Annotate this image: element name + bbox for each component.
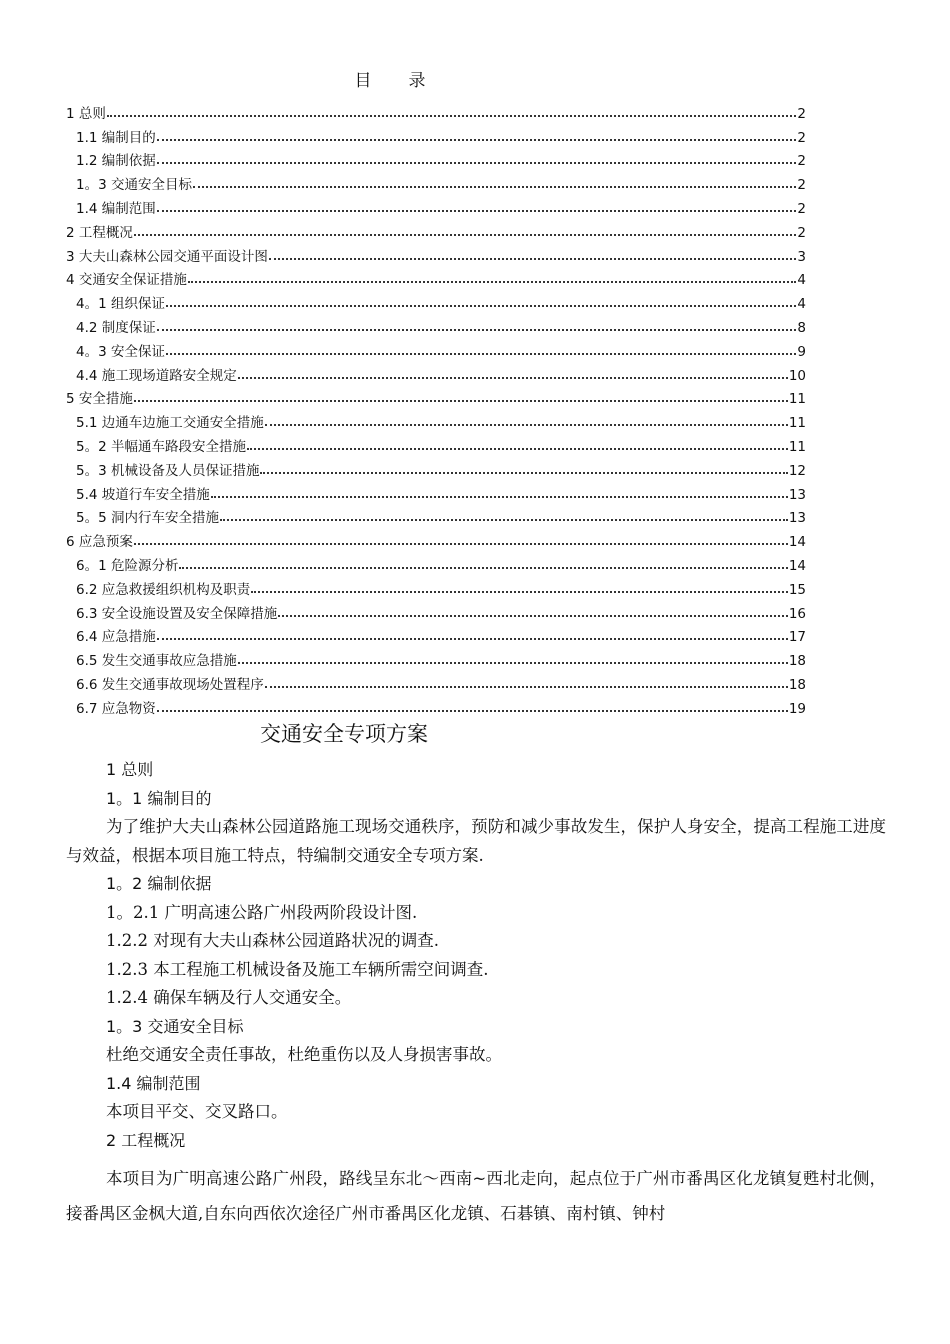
toc-entry[interactable] — [66, 598, 806, 622]
toc-leader-dots — [193, 186, 796, 188]
toc-leader-dots — [157, 139, 797, 141]
section-heading-1-2: 1。2 编制依据 — [106, 874, 212, 893]
toc-leader-dots — [265, 424, 788, 426]
toc-entry-page: 15 — [788, 581, 806, 598]
section-heading-1-4: 1.4 编制范围 — [106, 1073, 201, 1093]
toc-leader-dots — [211, 496, 788, 498]
toc-entry[interactable] — [66, 503, 806, 527]
toc-leader-dots — [166, 305, 796, 307]
toc-entry[interactable] — [66, 526, 806, 550]
toc-entry[interactable] — [66, 336, 806, 360]
toc-leader-dots — [260, 472, 787, 474]
toc-entry[interactable] — [66, 265, 806, 289]
toc-entry[interactable] — [66, 241, 806, 265]
toc-leader-dots — [269, 258, 797, 260]
toc-entry-page: 2 — [797, 224, 806, 241]
toc-entry-page: 14 — [788, 534, 806, 551]
toc-entry[interactable] — [66, 431, 806, 455]
toc-entry-page: 2 — [797, 153, 806, 170]
toc-entry-page: 8 — [797, 319, 806, 336]
toc-leader-dots — [265, 686, 788, 688]
toc-entry[interactable] — [66, 574, 806, 598]
toc-leader-dots — [157, 638, 788, 640]
toc-entry[interactable] — [66, 146, 806, 170]
document-title: 交通安全专项方案 — [260, 722, 428, 746]
toc-entry-title: 4.2 制度保证 — [76, 319, 156, 336]
toc-entry-page: 12 — [788, 462, 806, 479]
toc-entry-title: 1.2 编制依据 — [76, 153, 156, 170]
toc-entry[interactable] — [66, 693, 806, 717]
toc-entry-title: 5。5 洞内行车安全措施 — [76, 510, 219, 527]
toc-entry-page: 2 — [797, 129, 806, 146]
toc-entry-title: 6 应急预案 — [66, 534, 133, 551]
toc-leader-dots — [134, 234, 797, 236]
toc-leader-dots — [188, 281, 797, 283]
toc-entry-title: 5.1 边通车边施工交通安全措施 — [76, 415, 264, 432]
toc-entry-title: 1 总则 — [66, 105, 106, 122]
toc-leader-dots — [157, 210, 797, 212]
toc-entry[interactable] — [66, 193, 806, 217]
toc-entry-page: 11 — [788, 391, 806, 408]
toc-entry-page: 2 — [797, 200, 806, 217]
toc-entry-page: 4 — [797, 272, 806, 289]
toc-entry-title: 6。1 危险源分析 — [76, 557, 179, 574]
toc-entry-title: 6.2 应急救援组织机构及职责 — [76, 581, 251, 598]
toc-entry-title: 4。3 安全保证 — [76, 343, 165, 360]
toc-entry-title: 3 大夫山森林公园交通平面设计图 — [66, 248, 268, 265]
toc-entry-page: 11 — [788, 438, 806, 455]
toc-leader-dots — [134, 543, 788, 545]
toc-entry[interactable] — [66, 217, 806, 241]
toc-entry[interactable] — [66, 312, 806, 336]
table-of-contents — [66, 98, 806, 717]
toc-entry-title: 1.1 编制目的 — [76, 129, 156, 146]
toc-entry-page: 10 — [788, 367, 806, 384]
basis-item: 1。2.1 广明高速公路广州段两阶段设计图. — [106, 902, 418, 922]
toc-entry[interactable] — [66, 645, 806, 669]
section-heading-1-3: 1。3 交通安全目标 — [106, 1016, 244, 1036]
toc-entry[interactable] — [66, 479, 806, 503]
toc-leader-dots — [179, 567, 787, 569]
toc-entry-title: 4。1 组织保证 — [76, 296, 165, 313]
toc-leader-dots — [157, 162, 797, 164]
toc-entry[interactable] — [66, 550, 806, 574]
toc-entry[interactable] — [66, 98, 806, 122]
toc-leader-dots — [238, 662, 788, 664]
toc-leader-dots — [238, 377, 788, 379]
toc-entry[interactable] — [66, 407, 806, 431]
toc-entry-page: 19 — [788, 700, 806, 717]
toc-entry-title: 4 交通安全保证措施 — [66, 272, 187, 289]
toc-entry-page: 17 — [788, 629, 806, 646]
toc-entry-page: 2 — [797, 177, 806, 194]
section-1-3-text: 杜绝交通安全责任事故，杜绝重伤以及人身损害事故。 — [106, 1045, 502, 1064]
toc-entry-title: 5 安全措施 — [66, 391, 133, 408]
toc-title: 目 录 — [354, 71, 436, 91]
toc-leader-dots — [251, 591, 788, 593]
section-heading-1: 1 总则 — [106, 760, 154, 779]
toc-entry-title: 5.4 坡道行车安全措施 — [76, 486, 210, 503]
section-heading-1-1: 1。1 编制目的 — [106, 788, 212, 808]
toc-entry-title: 4.4 施工现场道路安全规定 — [76, 367, 237, 384]
toc-entry[interactable] — [66, 169, 806, 193]
document-body — [66, 756, 886, 1231]
toc-entry-page: 18 — [788, 653, 806, 670]
toc-entry-page: 13 — [788, 510, 806, 527]
toc-entry[interactable] — [66, 360, 806, 384]
toc-entry[interactable] — [66, 669, 806, 693]
toc-entry-title: 6.6 发生交通事故现场处置程序 — [76, 676, 264, 693]
toc-entry[interactable] — [66, 288, 806, 312]
section-2-text: 本项目为广明高速公路广州段，路线呈东北～西南~西北走向，起点位于广州市番禺区化龙镇复甦村北侧，接番禺区金枫大道,自东向西依次途径广州市番禺区化龙镇、石碁镇、南村镇、钟村 — [66, 1169, 886, 1223]
toc-entry-title: 5。3 机械设备及人员保证措施 — [76, 462, 260, 479]
toc-entry-page: 9 — [797, 343, 806, 360]
toc-entry-title: 6.4 应急措施 — [76, 629, 156, 646]
toc-leader-dots — [220, 519, 788, 521]
toc-entry[interactable] — [66, 122, 806, 146]
toc-entry-page: 11 — [788, 415, 806, 432]
basis-item: 1.2.4 确保车辆及行人交通安全。 — [106, 988, 352, 1007]
toc-entry-title: 6.5 发生交通事故应急措施 — [76, 653, 237, 670]
toc-entry-page: 2 — [797, 105, 806, 122]
toc-leader-dots — [166, 353, 796, 355]
toc-entry[interactable] — [66, 384, 806, 408]
toc-entry-title: 5。2 半幅通车路段安全措施 — [76, 438, 246, 455]
toc-leader-dots — [247, 448, 788, 450]
toc-entry-title: 2 工程概况 — [66, 224, 133, 241]
toc-entry-page: 14 — [788, 557, 806, 574]
toc-leader-dots — [278, 615, 788, 617]
basis-item: 1.2.3 本工程施工机械设备及施工车辆所需空间调查. — [106, 959, 489, 979]
toc-leader-dots — [157, 329, 797, 331]
toc-leader-dots — [107, 115, 797, 117]
toc-entry-page: 18 — [788, 676, 806, 693]
section-1-4-text: 本项目平交、交叉路口。 — [106, 1102, 288, 1121]
toc-entry-page: 3 — [797, 248, 806, 265]
toc-entry-page: 4 — [797, 296, 806, 313]
toc-leader-dots — [157, 710, 788, 712]
toc-entry-title: 6.3 安全设施设置及安全保障措施 — [76, 605, 278, 622]
basis-item: 1.2.2 对现有大夫山森林公园道路状况的调查. — [106, 931, 439, 950]
toc-entry-page: 13 — [788, 486, 806, 503]
toc-entry-title: 1.4 编制范围 — [76, 200, 156, 217]
section-heading-2: 2 工程概况 — [106, 1130, 186, 1150]
toc-entry-title: 1。3 交通安全目标 — [76, 177, 192, 194]
toc-entry-title: 6.7 应急物资 — [76, 700, 156, 717]
toc-entry[interactable] — [66, 622, 806, 646]
toc-entry[interactable] — [66, 455, 806, 479]
toc-entry-page: 16 — [788, 605, 806, 622]
section-1-1-text: 为了维护大夫山森林公园道路施工现场交通秩序，预防和减少事故发生，保护人身安全，提高工程施工进度与效益，根据本项目施工特点，特编制交通安全专项方案. — [66, 817, 886, 865]
toc-leader-dots — [134, 400, 788, 402]
